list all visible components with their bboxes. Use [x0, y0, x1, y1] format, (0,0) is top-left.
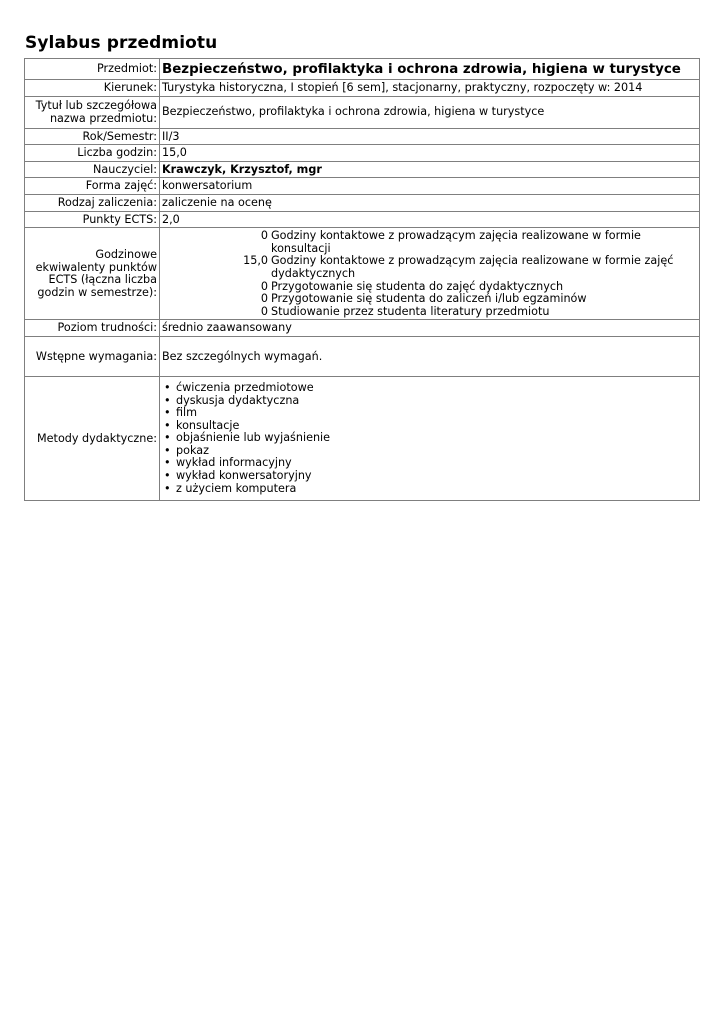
row-difficulty [25, 320, 700, 337]
method-text: wykład informacyjny [176, 456, 292, 470]
ects-hours-item [162, 306, 697, 319]
prerequisites-label: Wstępne wymagania: [25, 336, 160, 376]
year-semester-label: Rok/Semestr: [25, 128, 160, 145]
ects-hours-description: Przygotowanie się studenta do zajęć dydaktycznych [271, 279, 564, 293]
bullet-icon: • [164, 481, 171, 495]
ects-label: Punkty ECTS: [25, 211, 160, 228]
ects-hours-label: Godzinowe ekwiwalenty punktów ECTS (łączna liczba godzin w semestrze): [25, 228, 160, 320]
method-text: z użyciem komputera [176, 481, 297, 495]
list-item [162, 395, 697, 408]
methods-list [162, 382, 697, 495]
method-text: konsultacje [176, 418, 240, 432]
ects-hours-description: Godziny kontaktowe z prowadzącym zajęcia realizowane w formie konsultacji [271, 229, 641, 255]
subject-value [160, 59, 700, 80]
ects-hours-item [162, 230, 697, 255]
full-title-label: Tytuł lub szczegółowa nazwa przedmiotu: [25, 96, 160, 128]
class-form-label: Forma zajęć: [25, 178, 160, 195]
direction-value: Turystyka historyczna, I stopień [6 sem], stacjonarny, praktyczny, rozpoczęty w: 2014 [160, 80, 700, 97]
ects-hours-number: 0 [260, 279, 268, 293]
ects-hours-number: 0 [260, 304, 268, 318]
subject-label: Przedmiot: [25, 59, 160, 80]
method-text: objaśnienie lub wyjaśnienie [176, 431, 331, 445]
row-direction [25, 80, 700, 97]
bullet-icon: • [164, 431, 171, 445]
ects-value: 2,0 [160, 211, 700, 228]
hours-count-value: 15,0 [160, 145, 700, 162]
methods-label: Metody dydaktyczne: [25, 376, 160, 500]
bullet-icon: • [164, 456, 171, 470]
difficulty-label: Poziom trudności: [25, 320, 160, 337]
list-item [162, 407, 697, 420]
row-ects [25, 211, 700, 228]
page-title: Sylabus przedmiotu [25, 33, 218, 53]
bullet-icon: • [164, 443, 171, 457]
method-text: dyskusja dydaktyczna [176, 393, 300, 407]
row-ects-hours [25, 228, 700, 320]
ects-hours-description: Studiowanie przez studenta literatury przedmiotu [271, 304, 550, 318]
list-item [162, 483, 697, 496]
prerequisites-value: Bez szczególnych wymagań. [160, 336, 700, 376]
ects-hours-item [162, 255, 697, 280]
ects-hours-number: 0 [260, 229, 268, 243]
direction-label: Kierunek: [25, 80, 160, 97]
row-subject [25, 59, 700, 80]
teacher-value [160, 161, 700, 178]
method-text: film [176, 406, 198, 420]
syllabus-table [24, 58, 700, 501]
year-semester-value: II/3 [160, 128, 700, 145]
ects-hours-description: Przygotowanie się studenta do zaliczeń i/lub egzaminów [271, 292, 587, 306]
methods-value [160, 376, 700, 500]
teacher-name: Krawczyk, Krzysztof, mgr [162, 162, 322, 176]
ects-hours-number: 0 [260, 292, 268, 306]
method-text: ćwiczenia przedmiotowe [176, 380, 314, 394]
bullet-icon: • [164, 418, 171, 432]
row-full-title [25, 96, 700, 128]
row-class-form [25, 178, 700, 195]
teacher-label: Nauczyciel: [25, 161, 160, 178]
method-text: wykład konwersatoryjny [176, 469, 312, 483]
difficulty-value: średnio zaawansowany [160, 320, 700, 337]
bullet-icon: • [164, 406, 171, 420]
assessment-label: Rodzaj zaliczenia: [25, 194, 160, 211]
method-text: pokaz [176, 443, 209, 457]
ects-hours-value [160, 228, 700, 320]
subject-name: Bezpieczeństwo, profilaktyka i ochrona zdrowia, higiena w turystyce [162, 61, 681, 77]
assessment-value: zaliczenie na ocenę [160, 194, 700, 211]
row-year-semester [25, 128, 700, 145]
full-title-value: Bezpieczeństwo, profilaktyka i ochrona zdrowia, higiena w turystyce [160, 96, 700, 128]
ects-hours-list [162, 230, 697, 318]
list-item [162, 432, 697, 445]
hours-count-label: Liczba godzin: [25, 145, 160, 162]
row-hours-count [25, 145, 700, 162]
ects-hours-item [162, 293, 697, 306]
ects-hours-description: Godziny kontaktowe z prowadzącym zajęcia realizowane w formie zajęć dydaktycznych [271, 254, 674, 280]
row-assessment [25, 194, 700, 211]
bullet-icon: • [164, 380, 171, 394]
bullet-icon: • [164, 469, 171, 483]
row-methods [25, 376, 700, 500]
row-prerequisites [25, 336, 700, 376]
ects-hours-number: 15,0 [243, 254, 268, 268]
class-form-value: konwersatorium [160, 178, 700, 195]
row-teacher [25, 161, 700, 178]
bullet-icon: • [164, 393, 171, 407]
